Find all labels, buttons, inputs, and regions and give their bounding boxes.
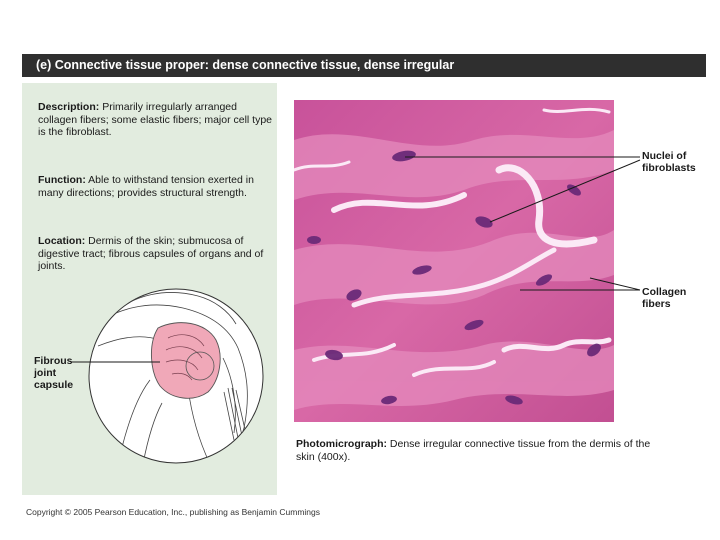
photomicrograph-caption [296, 438, 666, 464]
fibrous-joint-capsule-label: Fibrous joint capsule [34, 355, 74, 391]
caption-text: Dense irregular connective tissue from the dermis of the skin (400x). [296, 438, 651, 463]
location-label: Location: [38, 235, 86, 247]
shoulder-joint-diagram [88, 288, 264, 464]
fibrous-capsule-shape [151, 323, 220, 399]
function-block [38, 174, 278, 199]
collagen-label: Collagen fibers [642, 286, 687, 310]
function-text: Able to withstand tension exerted in many directions; provides structural strength. [38, 174, 254, 199]
function-label: Function: [38, 174, 86, 186]
description-block [38, 101, 278, 139]
nuclei-label: Nuclei of fibroblasts [642, 150, 696, 174]
location-text: Dermis of the skin; submucosa of digestive tract; fibrous capsules of organs and of joints. [38, 235, 264, 272]
figure-title: (e) Connective tissue proper: dense connective tissue, dense irregular [22, 54, 706, 77]
photomicrograph-image [294, 100, 614, 422]
copyright-footer: Copyright © 2005 Pearson Education, Inc., publishing as Benjamin Cummings [26, 507, 321, 517]
description-text: Primarily irregularly arranged collagen fibers; some elastic fibers; major cell type is the fibroblast. [38, 101, 273, 138]
description-label: Description: [38, 101, 100, 113]
caption-label: Photomicrograph: [296, 438, 387, 450]
location-block [38, 235, 278, 273]
